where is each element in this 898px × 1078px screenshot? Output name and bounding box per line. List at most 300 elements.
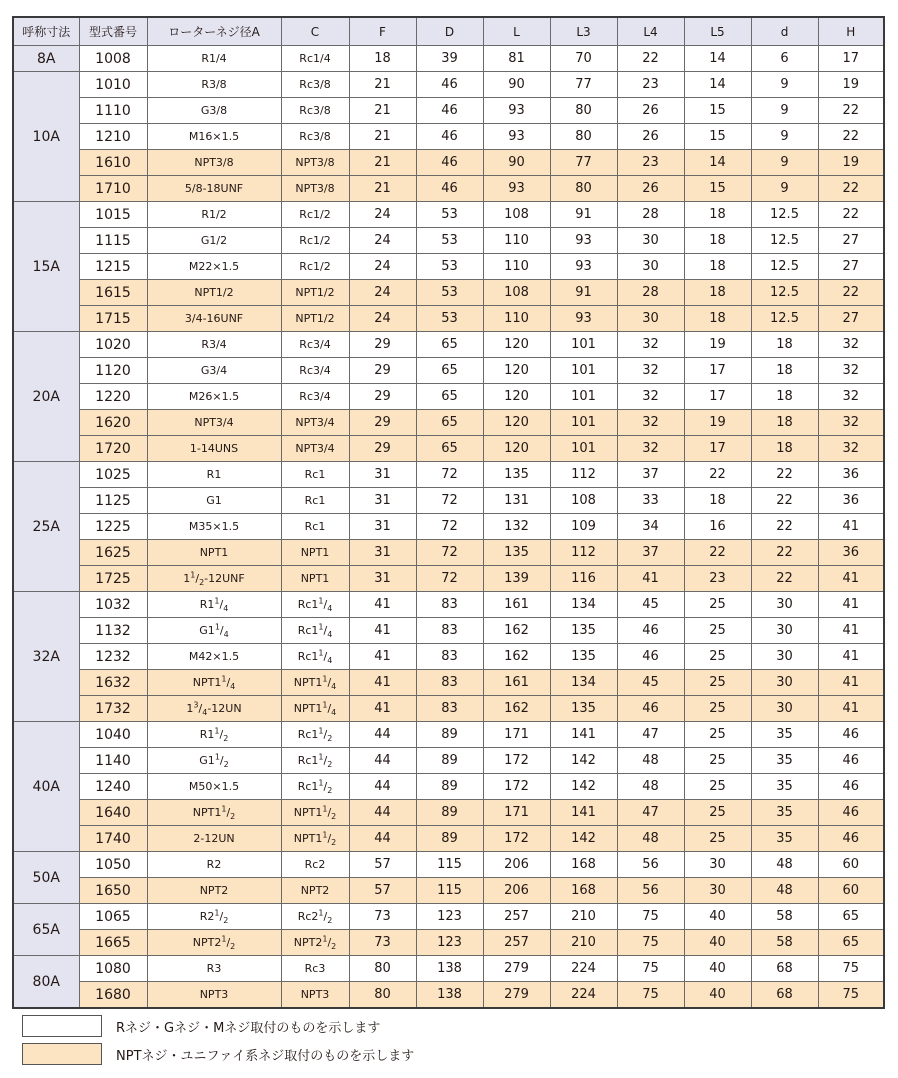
rotor-thread-cell: R3/8 xyxy=(147,72,281,98)
table-row xyxy=(13,254,884,280)
header-row xyxy=(13,17,884,46)
column-header: D xyxy=(416,17,483,46)
model-number-cell: 1680 xyxy=(79,982,147,1009)
connection-thread-cell: NPT1 xyxy=(281,540,349,566)
connection-thread-cell: $Rc1^1/_4$ xyxy=(281,644,349,670)
dimension-cell: 32 xyxy=(617,384,684,410)
rotor-thread-cell: $NPT1^1/_2$ xyxy=(147,800,281,826)
dimension-cell: 224 xyxy=(550,982,617,1009)
table-row xyxy=(13,358,884,384)
rotor-thread-cell: NPT1/2 xyxy=(147,280,281,306)
dimension-cell: 22 xyxy=(751,462,818,488)
connection-thread-cell: $Rc1^1/_2$ xyxy=(281,748,349,774)
table-row xyxy=(13,72,884,98)
nominal-size-cell: 8A xyxy=(13,46,79,72)
dimension-cell: 73 xyxy=(349,904,416,930)
model-number-cell: 1032 xyxy=(79,592,147,618)
rotor-thread-cell: M50×1.5 xyxy=(147,774,281,800)
dimension-cell: 210 xyxy=(550,904,617,930)
spec-table xyxy=(12,16,885,1009)
rotor-thread-cell: $R1^1/_4$ xyxy=(147,592,281,618)
dimension-cell: 112 xyxy=(550,462,617,488)
dimension-cell: 24 xyxy=(349,202,416,228)
dimension-cell: 206 xyxy=(483,852,550,878)
dimension-cell: 30 xyxy=(617,306,684,332)
dimension-cell: 91 xyxy=(550,202,617,228)
dimension-cell: 89 xyxy=(416,774,483,800)
dimension-cell: 30 xyxy=(684,878,751,904)
dimension-cell: 22 xyxy=(751,566,818,592)
dimension-cell: 89 xyxy=(416,722,483,748)
dimension-cell: 14 xyxy=(684,150,751,176)
legend-swatch-standard xyxy=(22,1015,102,1037)
dimension-cell: 25 xyxy=(684,592,751,618)
dimension-cell: 18 xyxy=(751,358,818,384)
dimension-cell: 18 xyxy=(751,332,818,358)
dimension-cell: 31 xyxy=(349,462,416,488)
dimension-cell: 22 xyxy=(818,98,884,124)
dimension-cell: 36 xyxy=(818,540,884,566)
connection-thread-cell: Rc1/2 xyxy=(281,254,349,280)
dimension-cell: 9 xyxy=(751,98,818,124)
column-header: C xyxy=(281,17,349,46)
model-number-cell: 1710 xyxy=(79,176,147,202)
dimension-cell: 17 xyxy=(684,384,751,410)
dimension-cell: 91 xyxy=(550,280,617,306)
table-row xyxy=(13,982,884,1009)
table-row xyxy=(13,384,884,410)
connection-thread-cell: Rc1/4 xyxy=(281,46,349,72)
dimension-cell: 25 xyxy=(684,800,751,826)
dimension-cell: 25 xyxy=(684,826,751,852)
dimension-cell: 30 xyxy=(751,644,818,670)
dimension-cell: 18 xyxy=(751,384,818,410)
dimension-cell: 46 xyxy=(818,748,884,774)
column-header: L3 xyxy=(550,17,617,46)
dimension-cell: 45 xyxy=(617,592,684,618)
dimension-cell: 56 xyxy=(617,852,684,878)
dimension-cell: 27 xyxy=(818,306,884,332)
dimension-cell: 108 xyxy=(483,280,550,306)
model-number-cell: 1732 xyxy=(79,696,147,722)
model-number-cell: 1650 xyxy=(79,878,147,904)
table-row xyxy=(13,436,884,462)
dimension-cell: 9 xyxy=(751,72,818,98)
dimension-cell: 46 xyxy=(416,124,483,150)
table-row xyxy=(13,826,884,852)
dimension-cell: 14 xyxy=(684,72,751,98)
dimension-cell: 22 xyxy=(751,488,818,514)
dimension-cell: 48 xyxy=(617,774,684,800)
dimension-cell: 24 xyxy=(349,306,416,332)
dimension-cell: 29 xyxy=(349,384,416,410)
dimension-cell: 21 xyxy=(349,72,416,98)
model-number-cell: 1115 xyxy=(79,228,147,254)
dimension-cell: 12.5 xyxy=(751,254,818,280)
dimension-cell: 22 xyxy=(818,280,884,306)
nominal-size-cell: 50A xyxy=(13,852,79,904)
dimension-cell: 257 xyxy=(483,930,550,956)
dimension-cell: 65 xyxy=(818,930,884,956)
table-row xyxy=(13,46,884,72)
connection-thread-cell: Rc1 xyxy=(281,488,349,514)
dimension-cell: 22 xyxy=(684,462,751,488)
dimension-cell: 28 xyxy=(617,280,684,306)
dimension-cell: 31 xyxy=(349,540,416,566)
dimension-cell: 46 xyxy=(818,800,884,826)
model-number-cell: 1232 xyxy=(79,644,147,670)
column-header: ローターネジ径A xyxy=(147,17,281,46)
dimension-cell: 25 xyxy=(684,670,751,696)
dimension-cell: 9 xyxy=(751,176,818,202)
model-number-cell: 1020 xyxy=(79,332,147,358)
dimension-cell: 93 xyxy=(483,124,550,150)
dimension-cell: 19 xyxy=(684,410,751,436)
dimension-cell: 120 xyxy=(483,436,550,462)
dimension-cell: 90 xyxy=(483,72,550,98)
rotor-thread-cell: $NPT1^1/_4$ xyxy=(147,670,281,696)
dimension-cell: 72 xyxy=(416,488,483,514)
dimension-cell: 30 xyxy=(751,670,818,696)
dimension-cell: 123 xyxy=(416,930,483,956)
connection-thread-cell: Rc3/4 xyxy=(281,384,349,410)
connection-thread-cell: $Rc1^1/_2$ xyxy=(281,722,349,748)
dimension-cell: 89 xyxy=(416,800,483,826)
dimension-cell: 25 xyxy=(684,618,751,644)
dimension-cell: 120 xyxy=(483,410,550,436)
table-row xyxy=(13,592,884,618)
rotor-thread-cell: 3/4-16UNF xyxy=(147,306,281,332)
model-number-cell: 1632 xyxy=(79,670,147,696)
dimension-cell: 47 xyxy=(617,800,684,826)
model-number-cell: 1050 xyxy=(79,852,147,878)
dimension-cell: 75 xyxy=(617,930,684,956)
model-number-cell: 1215 xyxy=(79,254,147,280)
dimension-cell: 115 xyxy=(416,878,483,904)
table-row xyxy=(13,878,884,904)
dimension-cell: 32 xyxy=(818,358,884,384)
dimension-cell: 30 xyxy=(751,618,818,644)
dimension-cell: 58 xyxy=(751,930,818,956)
nominal-size-cell: 40A xyxy=(13,722,79,852)
rotor-thread-cell: NPT3/4 xyxy=(147,410,281,436)
dimension-cell: 161 xyxy=(483,670,550,696)
dimension-cell: 109 xyxy=(550,514,617,540)
table-row xyxy=(13,332,884,358)
table-row xyxy=(13,566,884,592)
dimension-cell: 132 xyxy=(483,514,550,540)
table-row xyxy=(13,904,884,930)
table-row xyxy=(13,618,884,644)
dimension-cell: 93 xyxy=(550,228,617,254)
dimension-cell: 162 xyxy=(483,644,550,670)
model-number-cell: 1220 xyxy=(79,384,147,410)
dimension-cell: 134 xyxy=(550,592,617,618)
model-number-cell: 1725 xyxy=(79,566,147,592)
dimension-cell: 48 xyxy=(617,826,684,852)
connection-thread-cell: Rc1/2 xyxy=(281,228,349,254)
dimension-cell: 171 xyxy=(483,800,550,826)
connection-thread-cell: NPT2 xyxy=(281,878,349,904)
dimension-cell: 138 xyxy=(416,956,483,982)
dimension-cell: 142 xyxy=(550,826,617,852)
nominal-size-cell: 15A xyxy=(13,202,79,332)
connection-thread-cell: Rc3 xyxy=(281,956,349,982)
dimension-cell: 80 xyxy=(550,176,617,202)
dimension-cell: 135 xyxy=(550,696,617,722)
connection-thread-cell: NPT3/4 xyxy=(281,436,349,462)
rotor-thread-cell: $1^3/_4-12UN$ xyxy=(147,696,281,722)
dimension-cell: 135 xyxy=(550,618,617,644)
table-row xyxy=(13,514,884,540)
dimension-cell: 46 xyxy=(617,644,684,670)
dimension-cell: 65 xyxy=(416,410,483,436)
model-number-cell: 1132 xyxy=(79,618,147,644)
table-row xyxy=(13,696,884,722)
dimension-cell: 24 xyxy=(349,254,416,280)
dimension-cell: 23 xyxy=(684,566,751,592)
dimension-cell: 21 xyxy=(349,98,416,124)
dimension-cell: 14 xyxy=(684,46,751,72)
connection-thread-cell: Rc1/2 xyxy=(281,202,349,228)
dimension-cell: 17 xyxy=(818,46,884,72)
dimension-cell: 279 xyxy=(483,982,550,1009)
dimension-cell: 40 xyxy=(684,982,751,1009)
connection-thread-cell: $NPT2^1/_2$ xyxy=(281,930,349,956)
dimension-cell: 22 xyxy=(818,176,884,202)
table-row xyxy=(13,852,884,878)
column-header: 呼称寸法 xyxy=(13,17,79,46)
dimension-cell: 168 xyxy=(550,878,617,904)
column-header: d xyxy=(751,17,818,46)
dimension-cell: 18 xyxy=(684,280,751,306)
dimension-cell: 22 xyxy=(818,202,884,228)
connection-thread-cell: Rc1 xyxy=(281,514,349,540)
dimension-cell: 35 xyxy=(751,800,818,826)
dimension-cell: 35 xyxy=(751,774,818,800)
dimension-cell: 29 xyxy=(349,410,416,436)
dimension-cell: 120 xyxy=(483,358,550,384)
dimension-cell: 40 xyxy=(684,930,751,956)
dimension-cell: 40 xyxy=(684,904,751,930)
dimension-cell: 21 xyxy=(349,150,416,176)
dimension-cell: 135 xyxy=(483,462,550,488)
connection-thread-cell: Rc3/8 xyxy=(281,98,349,124)
dimension-cell: 93 xyxy=(483,176,550,202)
dimension-cell: 141 xyxy=(550,722,617,748)
nominal-size-cell: 32A xyxy=(13,592,79,722)
dimension-cell: 41 xyxy=(349,618,416,644)
dimension-cell: 29 xyxy=(349,358,416,384)
dimension-cell: 72 xyxy=(416,566,483,592)
dimension-cell: 18 xyxy=(751,436,818,462)
table-row xyxy=(13,488,884,514)
rotor-thread-cell: M42×1.5 xyxy=(147,644,281,670)
dimension-cell: 30 xyxy=(684,852,751,878)
dimension-cell: 48 xyxy=(617,748,684,774)
dimension-cell: 46 xyxy=(617,696,684,722)
table-row xyxy=(13,280,884,306)
dimension-cell: 172 xyxy=(483,774,550,800)
dimension-cell: 257 xyxy=(483,904,550,930)
dimension-cell: 15 xyxy=(684,98,751,124)
dimension-cell: 32 xyxy=(617,332,684,358)
dimension-cell: 101 xyxy=(550,384,617,410)
dimension-cell: 46 xyxy=(416,176,483,202)
dimension-cell: 46 xyxy=(416,72,483,98)
rotor-thread-cell: NPT1 xyxy=(147,540,281,566)
connection-thread-cell: Rc1 xyxy=(281,462,349,488)
dimension-cell: 68 xyxy=(751,982,818,1009)
dimension-cell: 41 xyxy=(349,592,416,618)
nominal-size-cell: 25A xyxy=(13,462,79,592)
table-row xyxy=(13,722,884,748)
dimension-cell: 32 xyxy=(818,384,884,410)
dimension-cell: 120 xyxy=(483,384,550,410)
connection-thread-cell: Rc3/4 xyxy=(281,332,349,358)
dimension-cell: 6 xyxy=(751,46,818,72)
dimension-cell: 53 xyxy=(416,280,483,306)
dimension-cell: 24 xyxy=(349,280,416,306)
dimension-cell: 83 xyxy=(416,592,483,618)
connection-thread-cell: $NPT1^1/_4$ xyxy=(281,670,349,696)
table-header xyxy=(13,17,884,46)
table-row xyxy=(13,150,884,176)
column-header: 型式番号 xyxy=(79,17,147,46)
dimension-cell: 23 xyxy=(617,72,684,98)
model-number-cell: 1715 xyxy=(79,306,147,332)
model-number-cell: 1125 xyxy=(79,488,147,514)
rotor-thread-cell: M26×1.5 xyxy=(147,384,281,410)
dimension-cell: 18 xyxy=(684,202,751,228)
dimension-cell: 45 xyxy=(617,670,684,696)
dimension-cell: 35 xyxy=(751,722,818,748)
table-row xyxy=(13,202,884,228)
dimension-cell: 12.5 xyxy=(751,228,818,254)
dimension-cell: 131 xyxy=(483,488,550,514)
dimension-cell: 25 xyxy=(684,696,751,722)
dimension-cell: 162 xyxy=(483,696,550,722)
rotor-thread-cell: M35×1.5 xyxy=(147,514,281,540)
dimension-cell: 30 xyxy=(617,254,684,280)
rotor-thread-cell: R1/2 xyxy=(147,202,281,228)
dimension-cell: 101 xyxy=(550,358,617,384)
connection-thread-cell: $Rc2^1/_2$ xyxy=(281,904,349,930)
dimension-cell: 47 xyxy=(617,722,684,748)
dimension-cell: 25 xyxy=(684,748,751,774)
dimension-cell: 80 xyxy=(349,956,416,982)
dimension-cell: 16 xyxy=(684,514,751,540)
dimension-cell: 56 xyxy=(617,878,684,904)
dimension-cell: 135 xyxy=(550,644,617,670)
dimension-cell: 18 xyxy=(684,488,751,514)
legend-text-npt: NPTネジ・ユニファイ系ネジ取付のものを示します xyxy=(116,1048,415,1064)
dimension-cell: 53 xyxy=(416,202,483,228)
table-row xyxy=(13,410,884,436)
dimension-cell: 141 xyxy=(550,800,617,826)
dimension-cell: 48 xyxy=(751,878,818,904)
model-number-cell: 1065 xyxy=(79,904,147,930)
dimension-cell: 206 xyxy=(483,878,550,904)
rotor-thread-cell: R1 xyxy=(147,462,281,488)
connection-thread-cell: $Rc1^1/_2$ xyxy=(281,774,349,800)
dimension-cell: 15 xyxy=(684,124,751,150)
dimension-cell: 36 xyxy=(818,488,884,514)
legend-standard xyxy=(22,1014,380,1038)
dimension-cell: 12.5 xyxy=(751,306,818,332)
dimension-cell: 172 xyxy=(483,826,550,852)
table-row xyxy=(13,540,884,566)
dimension-cell: 89 xyxy=(416,826,483,852)
dimension-cell: 75 xyxy=(617,956,684,982)
model-number-cell: 1140 xyxy=(79,748,147,774)
dimension-cell: 41 xyxy=(818,566,884,592)
rotor-thread-cell: NPT3/8 xyxy=(147,150,281,176)
dimension-cell: 39 xyxy=(416,46,483,72)
dimension-cell: 123 xyxy=(416,904,483,930)
connection-thread-cell: NPT3/8 xyxy=(281,150,349,176)
connection-thread-cell: Rc2 xyxy=(281,852,349,878)
connection-thread-cell: Rc3/4 xyxy=(281,358,349,384)
dimension-cell: 9 xyxy=(751,150,818,176)
dimension-cell: 22 xyxy=(751,540,818,566)
dimension-cell: 60 xyxy=(818,878,884,904)
model-number-cell: 1615 xyxy=(79,280,147,306)
dimension-cell: 110 xyxy=(483,228,550,254)
dimension-cell: 25 xyxy=(684,774,751,800)
dimension-cell: 108 xyxy=(483,202,550,228)
dimension-cell: 77 xyxy=(550,150,617,176)
table-row xyxy=(13,800,884,826)
dimension-cell: 77 xyxy=(550,72,617,98)
connection-thread-cell: $Rc1^1/_4$ xyxy=(281,592,349,618)
dimension-cell: 44 xyxy=(349,826,416,852)
dimension-cell: 115 xyxy=(416,852,483,878)
dimension-cell: 22 xyxy=(818,124,884,150)
dimension-cell: 31 xyxy=(349,566,416,592)
dimension-cell: 46 xyxy=(818,826,884,852)
dimension-cell: 65 xyxy=(416,436,483,462)
dimension-cell: 17 xyxy=(684,436,751,462)
table-row xyxy=(13,176,884,202)
table-row xyxy=(13,930,884,956)
dimension-cell: 44 xyxy=(349,774,416,800)
dimension-cell: 26 xyxy=(617,98,684,124)
dimension-cell: 161 xyxy=(483,592,550,618)
dimension-cell: 90 xyxy=(483,150,550,176)
dimension-cell: 41 xyxy=(349,696,416,722)
table-row xyxy=(13,98,884,124)
dimension-cell: 27 xyxy=(818,254,884,280)
dimension-cell: 75 xyxy=(818,956,884,982)
model-number-cell: 1620 xyxy=(79,410,147,436)
dimension-cell: 224 xyxy=(550,956,617,982)
dimension-cell: 25 xyxy=(684,644,751,670)
dimension-cell: 134 xyxy=(550,670,617,696)
model-number-cell: 1110 xyxy=(79,98,147,124)
connection-thread-cell: $Rc1^1/_4$ xyxy=(281,618,349,644)
model-number-cell: 1025 xyxy=(79,462,147,488)
rotor-thread-cell: NPT3 xyxy=(147,982,281,1009)
dimension-cell: 81 xyxy=(483,46,550,72)
dimension-cell: 31 xyxy=(349,514,416,540)
rotor-thread-cell: G3/8 xyxy=(147,98,281,124)
dimension-cell: 116 xyxy=(550,566,617,592)
dimension-cell: 171 xyxy=(483,722,550,748)
dimension-cell: 21 xyxy=(349,124,416,150)
rotor-thread-cell: R2 xyxy=(147,852,281,878)
rotor-thread-cell: $NPT2^1/_2$ xyxy=(147,930,281,956)
